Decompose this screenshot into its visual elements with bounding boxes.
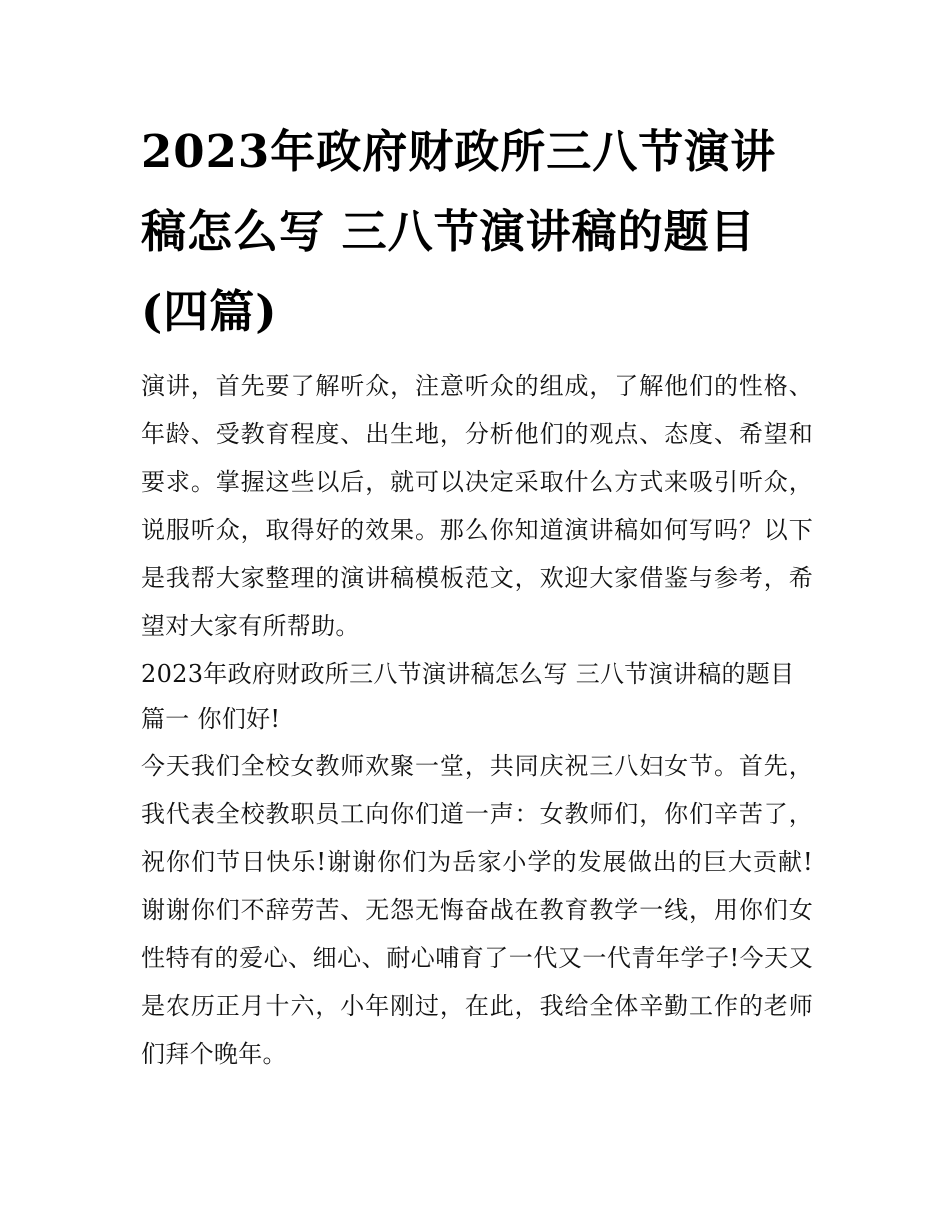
body-paragraph: 今天我们全校女教师欢聚一堂，共同庆祝三八妇女节。首先，我代表全校教职员工向你们道一声：女教师们，你们辛苦了，祝你们节日快乐!谢谢你们为岳家小学的发展做出的巨大贡献!谢谢你们不辞劳苦、无怨无悔奋战在教育教学一线，用你们女性特有的爱心、细心、耐心哺育了一代又一代青年学子!今天又是农历正月十六，小年刚过，在此，我给全体辛勤工作的老师们拜个晚年。 <box>141 752 813 1068</box>
section-heading: 2023年政府财政所三八节演讲稿怎么写 三八节演讲稿的题目 <box>141 660 795 688</box>
intro-paragraph: 演讲，首先要了解听众，注意听众的组成，了解他们的性格、年龄、受教育程度、出生地，分析他们的观点、态度、希望和要求。掌握这些以后，就可以决定采取什么方式来吸引听众，说服听众，取得好的效果。那么你知道演讲稿如何写吗？以下是我帮大家整理的演讲稿模板范文，欢迎大家借鉴与参考，希望对大家有所帮助。 <box>141 372 813 640</box>
document-title: 2023年政府财政所三八节演讲稿怎么写 三八节演讲稿的题目(四篇) <box>141 125 777 338</box>
section-subheading: 篇一 你们好! <box>141 705 281 733</box>
document-page <box>141 112 813 1078</box>
